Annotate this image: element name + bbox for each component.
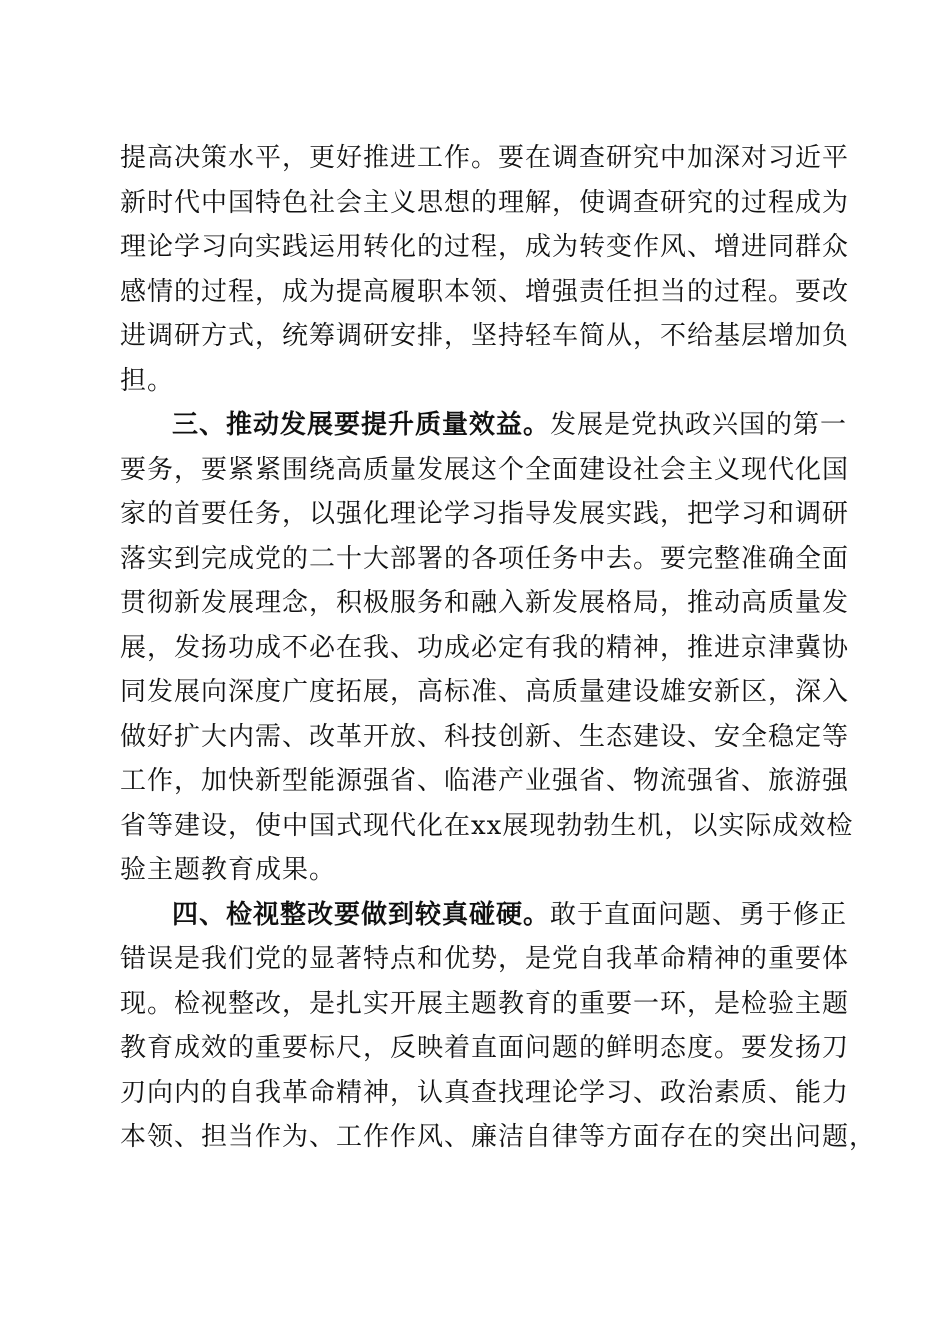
text-line: 贯彻新发展理念，积极服务和融入新发展格局，推动高质量发	[120, 588, 850, 618]
section-heading-four: 四、检视整改要做到较真碰硬。	[172, 899, 551, 930]
text-line: 验主题教育成果。	[120, 855, 337, 885]
text-line: 理论学习向实践运用转化的过程，成为转变作风、增进同群众	[120, 232, 850, 262]
section-first-line	[120, 893, 848, 938]
text-line: 要务，要紧紧围绕高质量发展这个全面建设社会主义现代化国	[120, 454, 850, 485]
text-line: 做好扩大内需、改革开放、科技创新、生态建设、安全稳定等	[120, 721, 850, 752]
paragraph-section-three	[120, 403, 854, 893]
text-line: 刃向内的自我革命精神，认真查找理论学习、政治素质、能力	[120, 1077, 850, 1108]
text-line: 家的首要任务，以强化理论学习指导发展实践，把学习和调研	[120, 499, 850, 529]
text-line: 进调研方式，统筹调研安排，坚持轻车简从，不给基层增加负	[120, 321, 850, 351]
section-lead-text: 发展是党执政兴国的第一	[550, 410, 848, 440]
section-first-line	[120, 403, 848, 448]
text-line: 错误是我们党的显著特点和优势，是党自我革命精神的重要体	[120, 944, 850, 974]
text-line: 担。	[120, 365, 175, 396]
paragraph-section-four	[120, 893, 877, 1160]
text-line: 本领、担当作为、工作作风、廉洁自律等方面存在的突出问题，	[120, 1122, 877, 1152]
text-line: 新时代中国特色社会主义思想的理解，使调查研究的过程成为	[120, 187, 850, 218]
text-line: 省等建设，使中国式现代化在xx展现勃勃生机，以实际成效检	[120, 810, 854, 841]
text-line: 现。检视整改，是扎实开展主题教育的重要一环，是检验主题	[120, 988, 850, 1019]
text-line: 工作，加快新型能源强省、临港产业强省、物流强省、旅游强	[120, 766, 850, 796]
section-heading-three: 三、推动发展要提升质量效益。	[172, 410, 551, 440]
paragraph-continuation	[120, 136, 850, 403]
text-line: 展，发扬功成不必在我、功成必定有我的精神，推进京津冀协	[120, 632, 850, 663]
document-body	[120, 136, 877, 1160]
section-lead-text: 敢于直面问题、勇于修正	[550, 899, 848, 930]
text-line: 教育成效的重要标尺，反映着直面问题的鲜明态度。要发扬刀	[120, 1033, 850, 1063]
text-line: 落实到完成党的二十大部署的各项任务中去。要完整准确全面	[120, 543, 850, 574]
text-line: 同发展向深度广度拓展，高标准、高质量建设雄安新区，深入	[120, 677, 850, 707]
text-line: 感情的过程，成为提高履职本领、增强责任担当的过程。要改	[120, 276, 850, 307]
text-line: 提高决策水平，更好推进工作。要在调查研究中加深对习近平	[120, 143, 850, 173]
